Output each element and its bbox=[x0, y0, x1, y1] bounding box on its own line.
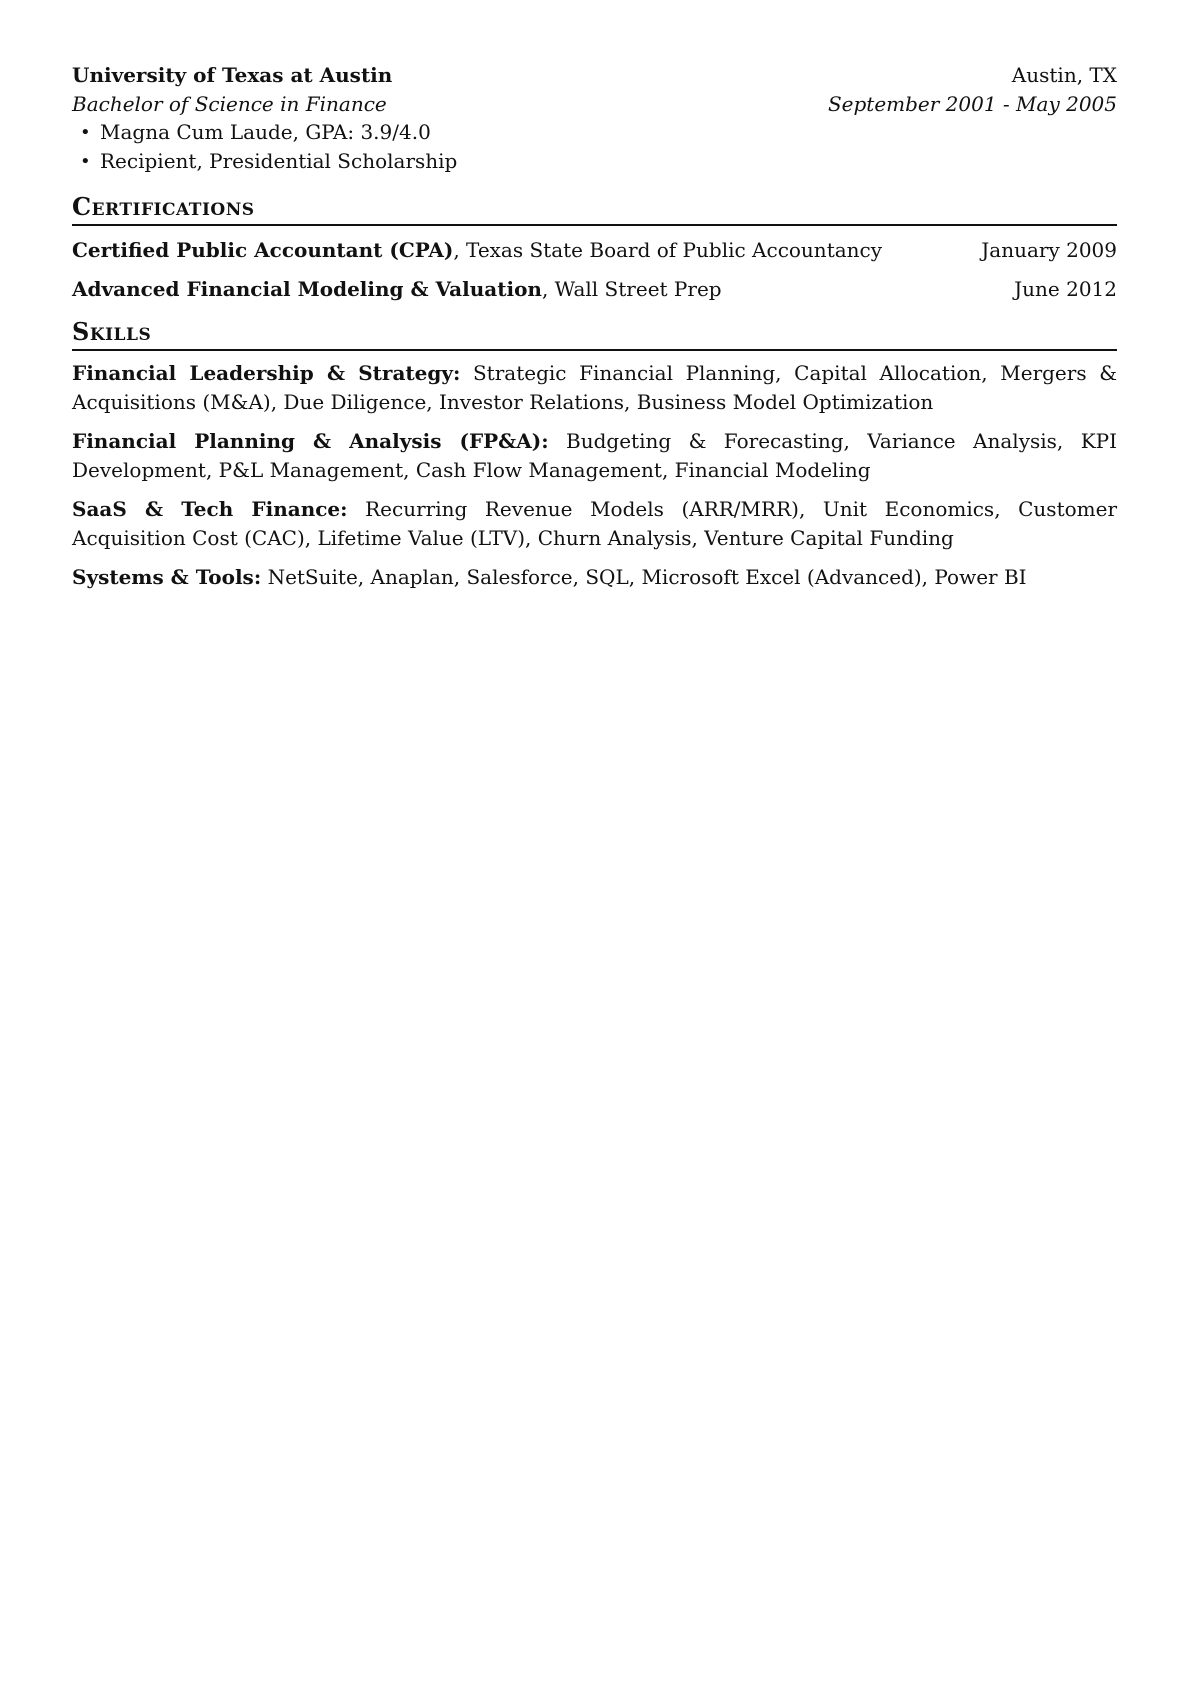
certification-text bbox=[72, 236, 882, 264]
education-dates: September 2001 - May 2005 bbox=[827, 92, 1117, 116]
certifications-section bbox=[72, 192, 1117, 303]
certification-date: January 2009 bbox=[981, 238, 1117, 262]
certification-issuer: , Wall Street Prep bbox=[541, 277, 722, 301]
degree: Bachelor of Science in Finance bbox=[72, 92, 387, 116]
education-header-row bbox=[72, 60, 1117, 90]
education-degree-row bbox=[72, 90, 1117, 118]
certification-issuer: , Texas State Board of Public Accountancy bbox=[453, 238, 883, 262]
skill-category: SaaS & Tech Finance: bbox=[72, 497, 348, 521]
certification-name: Certified Public Accountant (CPA) bbox=[72, 238, 454, 262]
skill-item bbox=[72, 427, 1117, 485]
bullet-text: Recipient, Presidential Scholarship bbox=[100, 149, 458, 173]
school-name: University of Texas at Austin bbox=[72, 63, 393, 87]
skill-text: Strategic Financial Planning, Capital Allocation, Mergers & Acquisitions (M&A), Due Diligence, Investor Relations, Business Model Optimization bbox=[72, 361, 1117, 414]
resume-page bbox=[72, 60, 1117, 592]
bullet-icon: • bbox=[80, 151, 91, 172]
skill-text: Recurring Revenue Models (ARR/MRR), Unit Economics, Customer Acquisition Cost (CAC), Lifetime Value (LTV), Churn Analysis, Venture Capital Funding bbox=[72, 497, 1118, 550]
certification-name: Advanced Financial Modeling & Valuation bbox=[72, 277, 542, 301]
education-entry bbox=[72, 60, 1117, 176]
skill-category: Financial Leadership & Strategy: bbox=[72, 361, 461, 385]
list-item bbox=[72, 147, 1117, 176]
skill-item bbox=[72, 495, 1117, 553]
skill-text: Budgeting & Forecasting, Variance Analysis, KPI Development, P&L Management, Cash Flow Management, Financial Modeling bbox=[72, 429, 1118, 482]
certifications-heading: Certifications bbox=[72, 192, 1117, 226]
list-item bbox=[72, 118, 1117, 147]
education-bullets bbox=[72, 118, 1117, 176]
skills-heading: Skills bbox=[72, 317, 1117, 351]
skill-category: Systems & Tools: bbox=[72, 565, 262, 589]
skill-item bbox=[72, 359, 1117, 417]
skills-section bbox=[72, 317, 1117, 592]
skill-text: NetSuite, Anaplan, Salesforce, SQL, Microsoft Excel (Advanced), Power BI bbox=[267, 565, 1027, 589]
certification-text bbox=[72, 275, 722, 303]
skill-item bbox=[72, 563, 1117, 592]
certification-row bbox=[72, 275, 1117, 303]
bullet-icon: • bbox=[80, 122, 91, 143]
certification-row bbox=[72, 236, 1117, 264]
school-location: Austin, TX bbox=[1011, 63, 1117, 87]
skill-category: Financial Planning & Analysis (FP&A): bbox=[72, 429, 549, 453]
bullet-text: Magna Cum Laude, GPA: 3.9/4.0 bbox=[100, 120, 431, 144]
certification-date: June 2012 bbox=[1014, 277, 1117, 301]
